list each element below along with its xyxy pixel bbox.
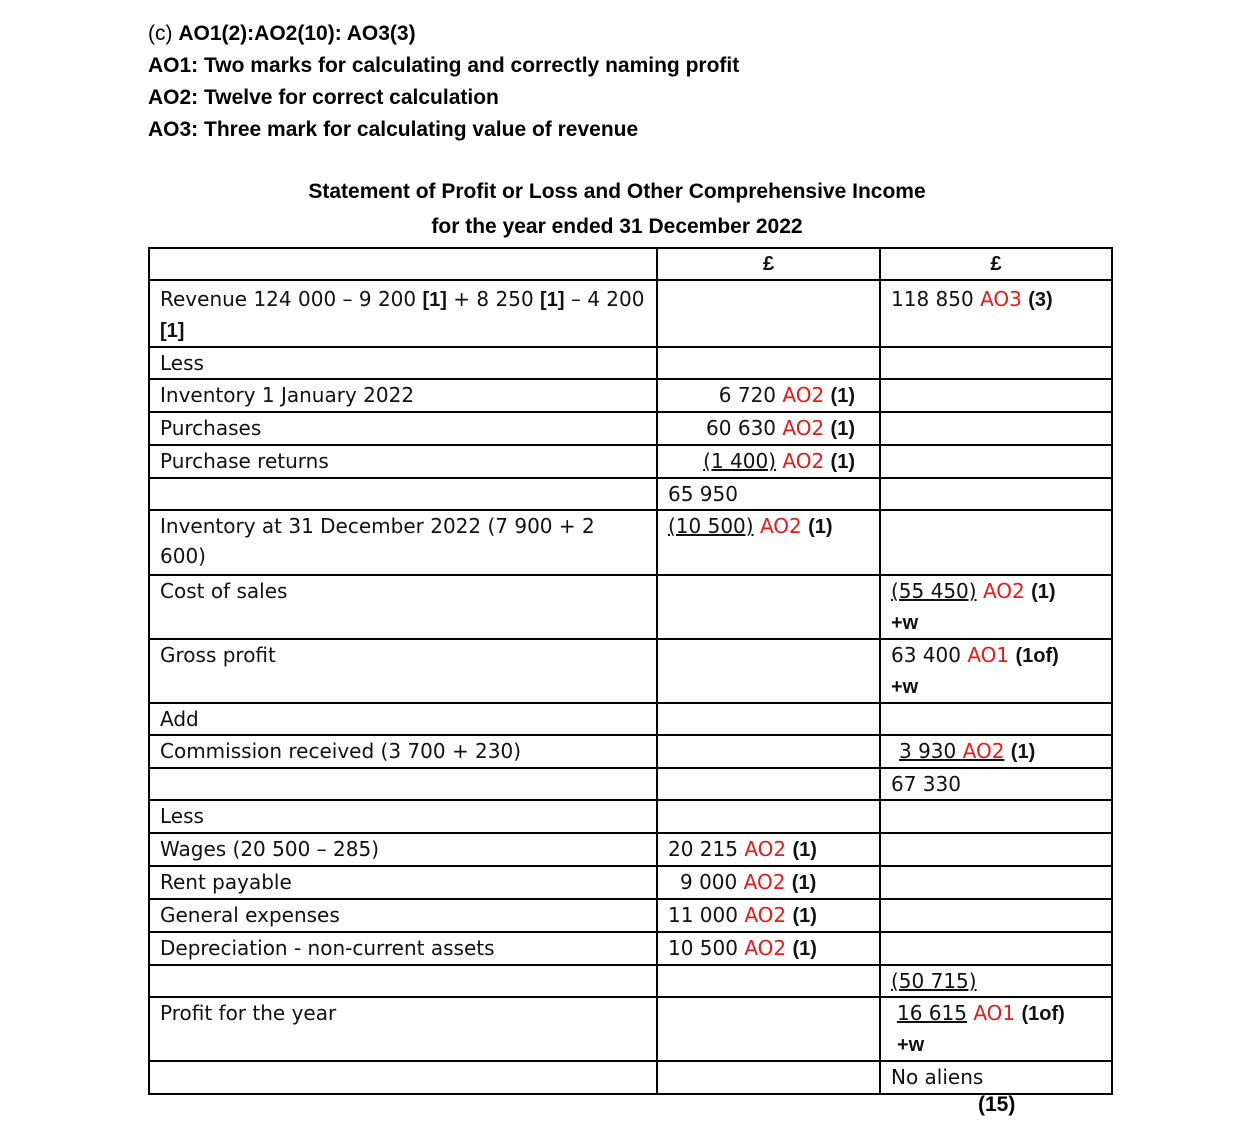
total-marks: (15) <box>978 1093 1016 1116</box>
revenue-label: Revenue 124 000 – 9 200 [1] + 8 250 [1] – 4 200 [1] <box>149 280 657 347</box>
col3-currency-header: £ <box>880 248 1112 280</box>
table-row-less <box>149 347 1112 379</box>
gross-profit-label: Gross profit <box>149 639 657 703</box>
ao1-description: AO1: Two marks for calculating and correctly naming profit <box>148 54 740 77</box>
table-row-no-aliens <box>149 1061 1112 1094</box>
table-row-commission <box>149 735 1112 768</box>
table-row-purchase-returns <box>149 445 1112 478</box>
depreciation-label: Depreciation - non-current assets <box>149 932 657 965</box>
rent-label: Rent payable <box>149 866 657 899</box>
depreciation-value: 10 500 AO2 (1) <box>657 932 880 965</box>
opening-inventory-value: 6 720 AO2 (1) <box>657 379 880 412</box>
statement-title: Statement of Profit or Loss and Other Comprehensive Income <box>308 180 926 203</box>
table-row-depreciation <box>149 932 1112 965</box>
general-expenses-value: 11 000 AO2 (1) <box>657 899 880 932</box>
table-row-wages <box>149 833 1112 866</box>
rent-value: 9 000 AO2 (1) <box>657 866 880 899</box>
statement-subtitle: for the year ended 31 December 2022 <box>431 215 803 238</box>
table-row-gross-profit <box>149 639 1112 703</box>
no-aliens-note: No aliens <box>880 1061 1112 1094</box>
table-header-row <box>149 248 1112 280</box>
table-row-purchases <box>149 412 1112 445</box>
table-row-revenue <box>149 280 1112 347</box>
less-expenses-label: Less <box>149 800 657 833</box>
profit-loss-table <box>148 247 1113 1095</box>
gross-plus-income-subtotal: 67 330 <box>880 768 1112 800</box>
revenue-value: 118 850 AO3 (3) <box>880 280 1112 347</box>
closing-inventory-label: Inventory at 31 December 2022 (7 900 + 2 600) <box>149 510 657 575</box>
ao2-description: AO2: Twelve for correct calculation <box>148 86 499 109</box>
table-row-less2 <box>149 800 1112 833</box>
general-expenses-label: General expenses <box>149 899 657 932</box>
expenses-total-value: (50 715) <box>880 965 1112 997</box>
table-row-closing-inventory <box>149 510 1112 575</box>
profit-value: 16 615 AO1 (1of) +w <box>880 997 1112 1061</box>
table-row-profit <box>149 997 1112 1061</box>
commission-label: Commission received (3 700 + 230) <box>149 735 657 768</box>
table-row-cost-of-sales <box>149 575 1112 639</box>
table-row-expenses-total <box>149 965 1112 997</box>
table-row-add <box>149 703 1112 735</box>
add-label: Add <box>149 703 657 735</box>
col2-currency-header: £ <box>657 248 880 280</box>
commission-value: 3 930 AO2 (1) <box>880 735 1112 768</box>
table-row-subtotal2 <box>149 768 1112 800</box>
closing-inventory-value: (10 500) AO2 (1) <box>657 510 880 575</box>
table-row-subtotal <box>149 478 1112 510</box>
cost-of-sales-value: (55 450) AO2 (1) +w <box>880 575 1112 639</box>
purchases-label: Purchases <box>149 412 657 445</box>
goods-available-subtotal: 65 950 <box>657 478 880 510</box>
table-row-opening-inventory <box>149 379 1112 412</box>
mark-allocation-line: (c) AO1(2):AO2(10): AO3(3) <box>148 22 416 45</box>
opening-inventory-label: Inventory 1 January 2022 <box>149 379 657 412</box>
wages-value: 20 215 AO2 (1) <box>657 833 880 866</box>
ao3-description: AO3: Three mark for calculating value of revenue <box>148 118 639 141</box>
less-label: Less <box>149 347 657 379</box>
profit-label: Profit for the year <box>149 997 657 1061</box>
table-row-general-expenses <box>149 899 1112 932</box>
table-row-rent <box>149 866 1112 899</box>
purchases-value: 60 630 AO2 (1) <box>657 412 880 445</box>
gross-profit-value: 63 400 AO1 (1of) +w <box>880 639 1112 703</box>
purchase-returns-label: Purchase returns <box>149 445 657 478</box>
wages-label: Wages (20 500 – 285) <box>149 833 657 866</box>
purchase-returns-value: (1 400) AO2 (1) <box>657 445 880 478</box>
cost-of-sales-label: Cost of sales <box>149 575 657 639</box>
